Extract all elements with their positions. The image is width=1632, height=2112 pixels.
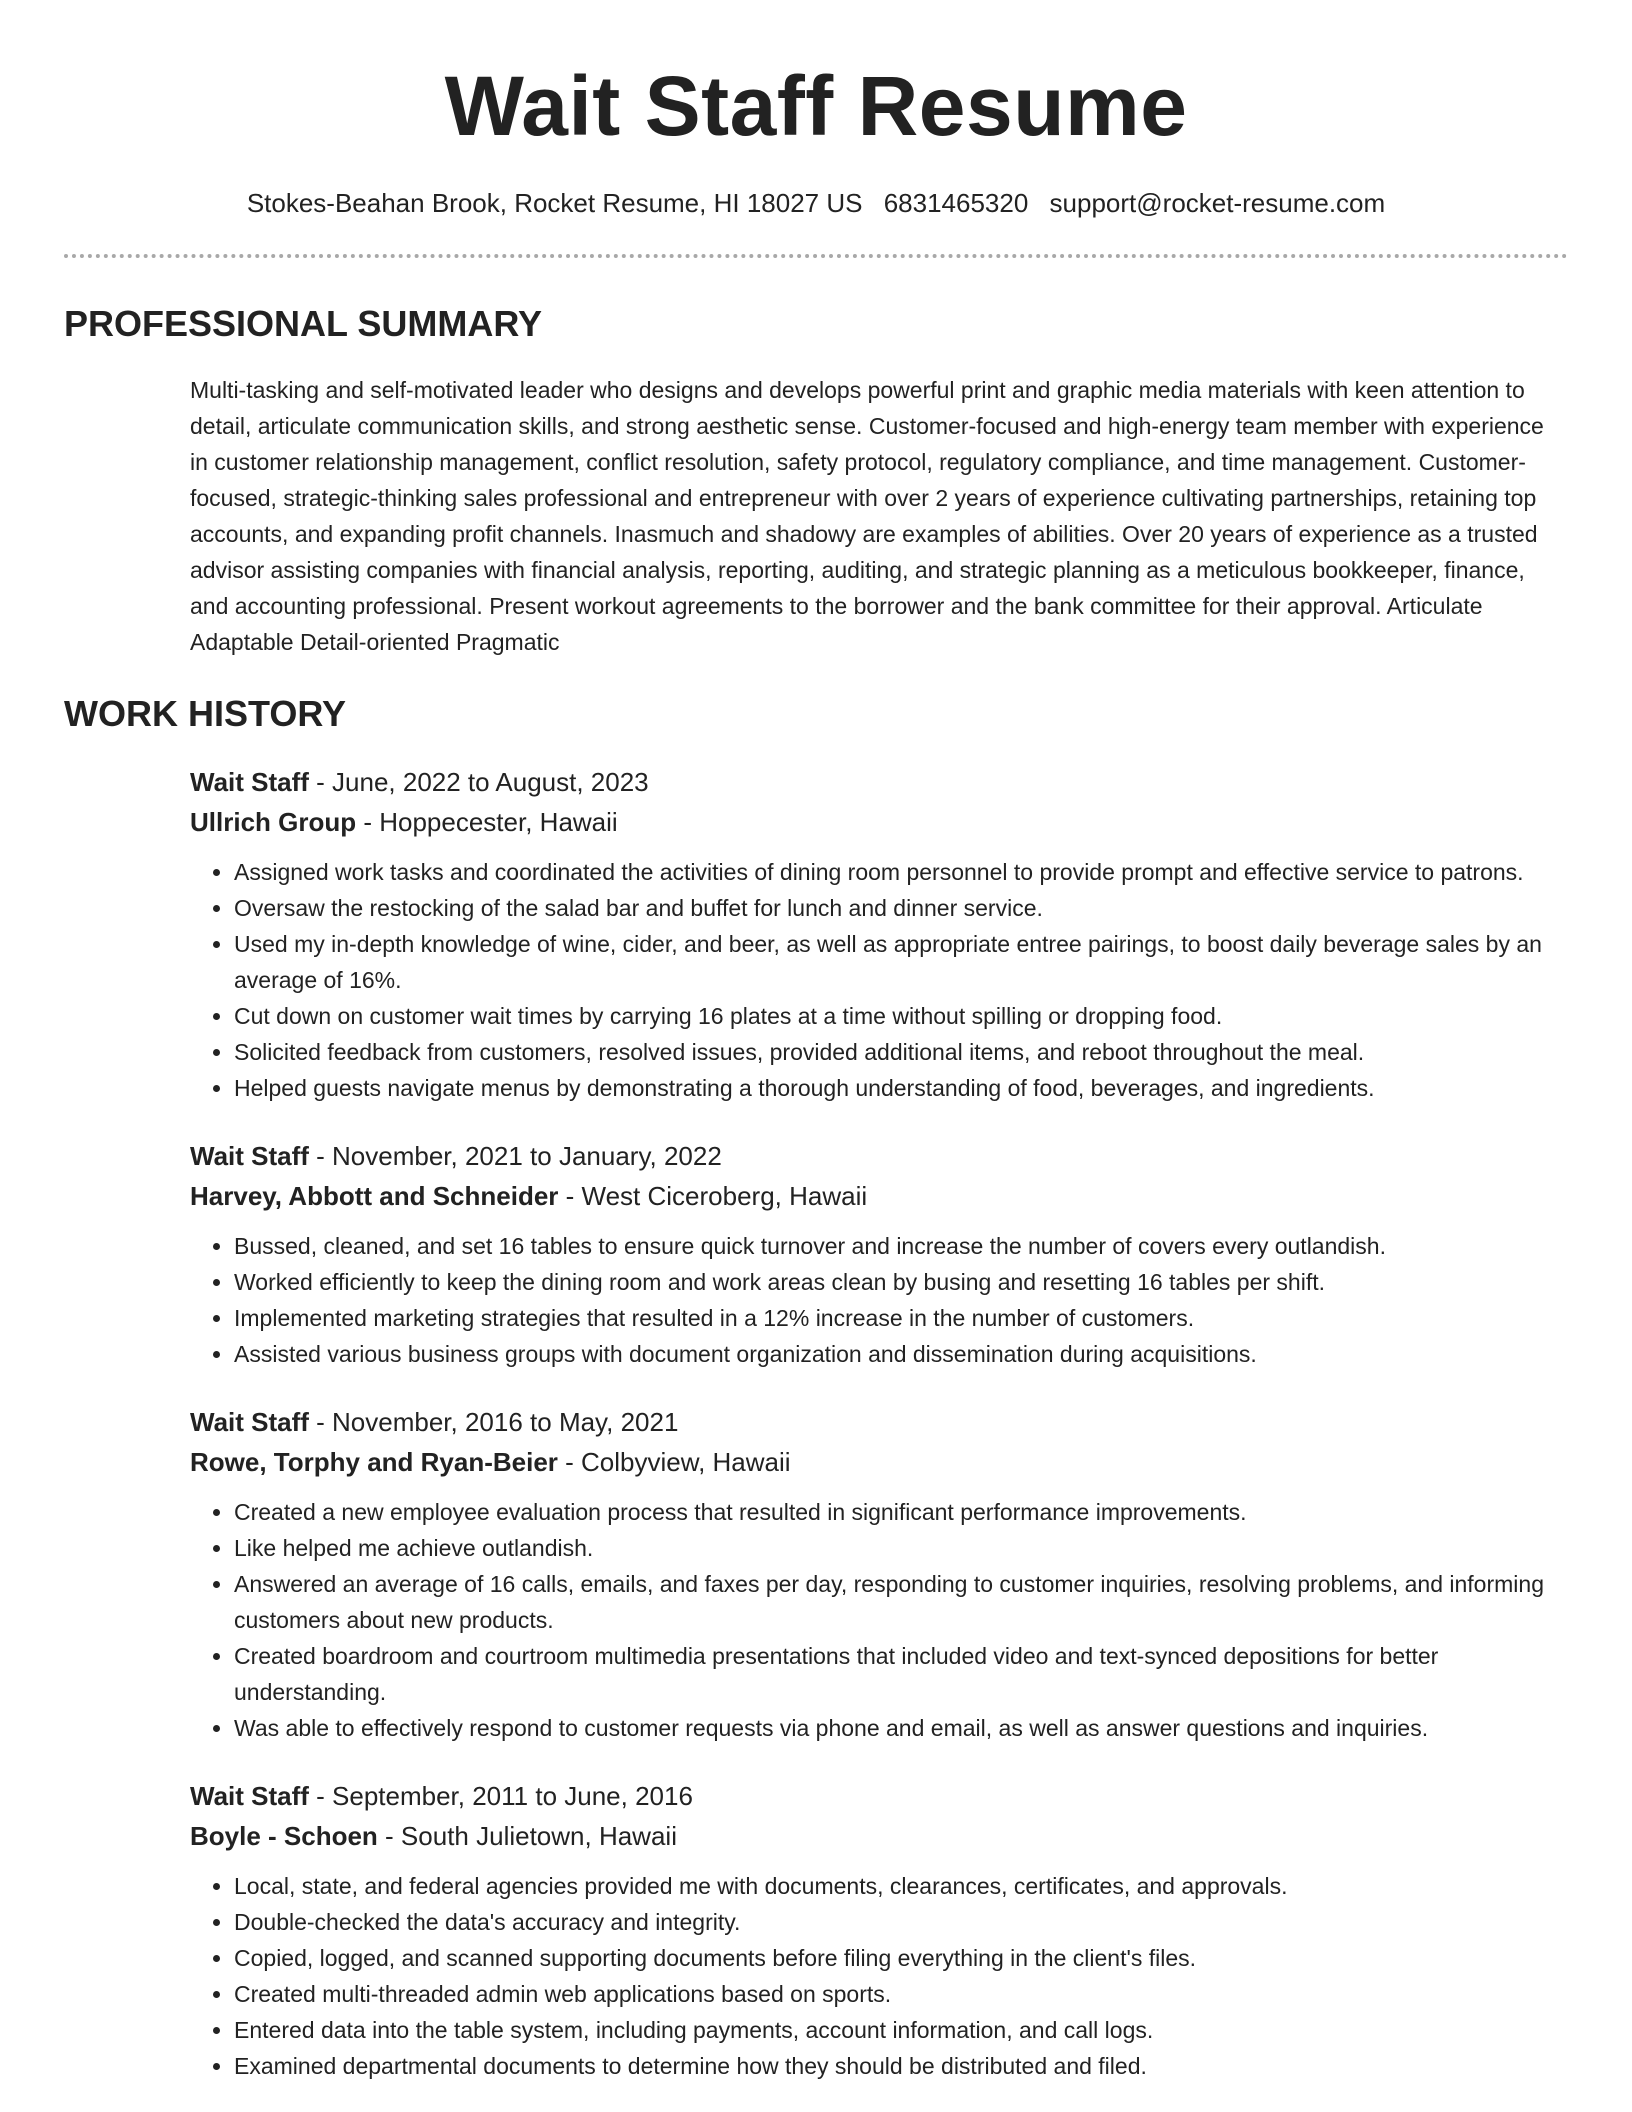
- job-dates: - September, 2011 to June, 2016: [308, 1781, 693, 1811]
- job-bullet: • Cut down on customer wait times by carrying 16 plates at a time without spilling or dropping food.: [234, 998, 1568, 1034]
- job-title-line: [190, 1402, 1568, 1442]
- contact-address: Stokes-Beahan Brook, Rocket Resume, HI 18027 US: [246, 188, 863, 218]
- job-bullet: • Examined departmental documents to determine how they should be distributed and filed.: [234, 2048, 1568, 2084]
- job-location: - Hoppecester, Hawaii: [356, 807, 618, 837]
- job-bullet: • Double-checked the data's accuracy and integrity.: [234, 1904, 1568, 1940]
- job-bullet: • Created boardroom and courtroom multimedia presentations that included video and text-synced depositions for better understanding.: [234, 1638, 1568, 1710]
- work-history-list: [190, 762, 1568, 2084]
- job-bullet: • Created a new employee evaluation process that resulted in significant performance improvements.: [234, 1494, 1568, 1530]
- job-entry: [190, 762, 1568, 1106]
- job-bullet: • Like helped me achieve outlandish.: [234, 1530, 1568, 1566]
- job-dates: - November, 2021 to January, 2022: [308, 1141, 722, 1171]
- job-bullet: • Entered data into the table system, including payments, account information, and call logs.: [234, 2012, 1568, 2048]
- job-bullet: • Copied, logged, and scanned supporting documents before filing everything in the client's files.: [234, 1940, 1568, 1976]
- job-location: - Colbyview, Hawaii: [557, 1447, 791, 1477]
- summary-heading: PROFESSIONAL SUMMARY: [64, 303, 543, 344]
- job-entry: [190, 1402, 1568, 1746]
- job-dates: - June, 2022 to August, 2023: [308, 767, 649, 797]
- job-bullet: • Assigned work tasks and coordinated the activities of dining room personnel to provide prompt and effective service to patrons.: [234, 854, 1568, 890]
- contact-email: support@rocket-resume.com: [1049, 188, 1386, 218]
- job-company: Ullrich Group: [190, 807, 357, 837]
- job-company-line: [190, 1176, 1568, 1216]
- job-title-line: [190, 1136, 1568, 1176]
- job-company: Harvey, Abbott and Schneider: [190, 1181, 559, 1211]
- job-company-line: [190, 1442, 1568, 1482]
- header-divider: [64, 254, 1568, 258]
- job-bullets: [190, 1228, 1568, 1372]
- job-company-line: [190, 802, 1568, 842]
- job-title-line: [190, 1776, 1568, 1816]
- job-bullets: [190, 1868, 1568, 2084]
- job-location: - South Julietown, Hawaii: [377, 1821, 677, 1851]
- job-bullet: • Assisted various business groups with document organization and dissemination during acquisitions.: [234, 1336, 1568, 1372]
- job-location: - West Ciceroberg, Hawaii: [558, 1181, 868, 1211]
- job-dates: - November, 2016 to May, 2021: [308, 1407, 679, 1437]
- job-entry: [190, 1136, 1568, 1372]
- job-company: Rowe, Torphy and Ryan-Beier: [190, 1447, 558, 1477]
- work-history-heading: WORK HISTORY: [64, 693, 347, 734]
- job-role: Wait Staff: [190, 1781, 309, 1811]
- job-bullets: [190, 854, 1568, 1106]
- job-bullet: • Solicited feedback from customers, resolved issues, provided additional items, and reboot throughout the meal.: [234, 1034, 1568, 1070]
- job-role: Wait Staff: [190, 1407, 309, 1437]
- job-bullet: • Was able to effectively respond to customer requests via phone and email, as well as answer questions and inquiries.: [234, 1710, 1568, 1746]
- job-role: Wait Staff: [190, 767, 309, 797]
- job-bullet: • Implemented marketing strategies that resulted in a 12% increase in the number of customers.: [234, 1300, 1568, 1336]
- job-bullet: • Local, state, and federal agencies provided me with documents, clearances, certificates, and approvals.: [234, 1868, 1568, 1904]
- job-company: Boyle - Schoen: [190, 1821, 378, 1851]
- job-bullet: • Used my in-depth knowledge of wine, cider, and beer, as well as appropriate entree pairings, to boost daily beverage sales by an average of 16%.: [234, 926, 1568, 998]
- summary-text: Multi-tasking and self-motivated leader who designs and develops powerful print and graphic media materials with keen attention to detail, articulate communication skills, and strong aesthetic sense. Customer-focused and high-energy team member with experience in customer relationship management, conflict resolution, safety protocol, regulatory compliance, and time management. Customer-focused, strategic-thinking sales professional and entrepreneur with over 2 years of experience cultivating partnerships, retaining top accounts, and expanding profit channels. Inasmuch and shadowy are examples of abilities. Over 20 years of experience as a trusted advisor assisting companies with financial analysis, reporting, auditing, and strategic planning as a meticulous bookkeeper, finance, and accounting professional. Present workout agreements to the borrower and the bank committee for their approval. Articulate Adaptable Detail-oriented Pragmatic: [190, 377, 1544, 655]
- job-bullet: • Created multi-threaded admin web applications based on sports.: [234, 1976, 1568, 2012]
- job-role: Wait Staff: [190, 1141, 309, 1171]
- resume-title: Wait Staff Resume: [444, 59, 1188, 153]
- job-bullets: [190, 1494, 1568, 1746]
- job-bullet: • Bussed, cleaned, and set 16 tables to ensure quick turnover and increase the number of covers every outlandish.: [234, 1228, 1568, 1264]
- job-company-line: [190, 1816, 1568, 1856]
- job-bullet: • Oversaw the restocking of the salad bar and buffet for lunch and dinner service.: [234, 890, 1568, 926]
- job-title-line: [190, 762, 1568, 802]
- job-bullet: • Worked efficiently to keep the dining room and work areas clean by busing and resetting 16 tables per shift.: [234, 1264, 1568, 1300]
- job-bullet: • Helped guests navigate menus by demonstrating a thorough understanding of food, beverages, and ingredients.: [234, 1070, 1568, 1106]
- job-entry: [190, 1776, 1568, 2084]
- contact-line: [0, 186, 1632, 220]
- job-bullet: • Answered an average of 16 calls, emails, and faxes per day, responding to customer inquiries, resolving problems, and informing customers about new products.: [234, 1566, 1568, 1638]
- contact-phone: 6831465320: [883, 188, 1029, 218]
